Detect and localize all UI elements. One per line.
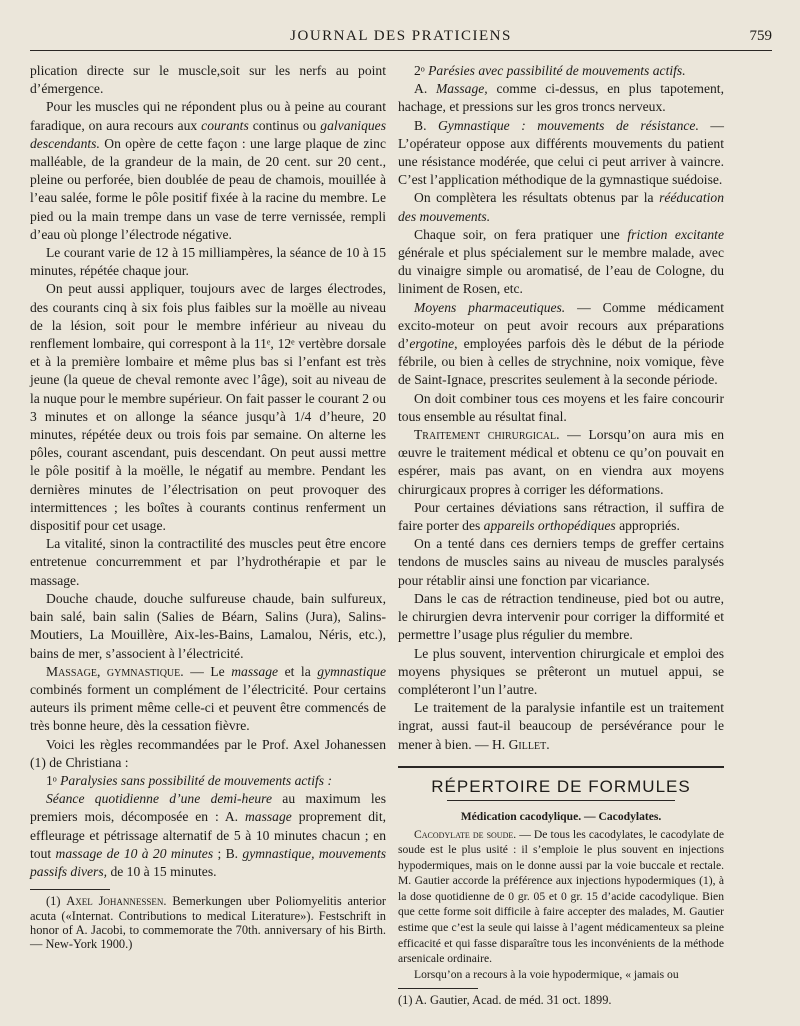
section-rule bbox=[398, 766, 724, 768]
section-underline bbox=[447, 800, 675, 801]
paragraph: Le traitement de la paralysie infantile est un traitement ingrat, aussi faut-il beaucoup de persévérance pour le mener à bien. — H. Gillet. bbox=[398, 700, 724, 752]
paragraph: Séance quotidienne d’une demi-heure au maximum les premiers mois, décomposée en : A. massage proprement dit, effleurage et pétrissage alternatif de 5 à 10 minutes chacun ; en tout massage de 10 à 20 minutes ; B. gymnastique, mouvements passifs divers, de 10 à 15 minutes. bbox=[30, 791, 387, 879]
paragraph: Pour les muscles qui ne répondent plus ou à peine au courant faradique, on aura recours aux courants continus ou galvaniques descendants. On opère de cette façon : une large plaque de zinc malléable, de la grandeur de la main, de 20 cent. sur 20 cent., pleine ou perforée, bien doublée de peau de chamois, mouillée à l’eau salée, forme le pôle positif fixée à la racine du membre. Le pied ou la main trempe dans un vase de terre vernissée, rempli d’eau où plonge l’électrode négative. bbox=[30, 99, 386, 242]
paragraph: plication directe sur le muscle,soit sur les nerfs au point d’émergence. bbox=[30, 63, 386, 97]
paragraph: Douche chaude, douche sulfureuse chaude, bain sulfureux, bain salé, bain salin (Salies de Béarn, Salins (Jura), Salins-Moutiers, La Mouillère, Aix-les-Bains, Lamalou, Néris, etc.), bains de mer, s’associent à l’électricité. bbox=[30, 590, 386, 661]
paragraph: On a tenté dans ces derniers temps de greffer certains tendons de muscles sains au niveau de muscles paralysés pour rétablir ainsi une fonction par vicariance. bbox=[398, 536, 724, 588]
paragraph: Traitement chirurgical. — Lorsqu’on aura mis en œuvre le traitement médical et obtenu ce qu’on pouvait en espérer, mais pas avant, on en viendra aux moyens chirurgicaux propres à corriger les déformations. bbox=[398, 427, 724, 497]
paragraph: Cacodylate de soude. — De tous les cacodylates, le cacodylate de soude est le plus usité : il s’emploie le plus souvent en injections hypodermiques, mais on le donne aussi par la voie buccale et rectale. M. Gautier accorde la préférence aux injections hypodermiques (1), à la dose quotidienne de 0 gr. 05 et 0 gr. 15 d’acide cacodylique. Bien que cette forme soit difficile à faire accepter des malades, M. Gautier estime que c’est la seule qui laisse à l’agent médicamenteux sa pleine efficacité et qui fasse disparaître tous les inconvénients de la méthode arsenicale ordinaire. bbox=[398, 827, 724, 966]
paragraph: Lorsqu’on a recours à la voie hypodermique, « jamais ou bbox=[414, 967, 679, 981]
paragraph: Chaque soir, on fera pratiquer une friction excitante générale et plus spécialement sur le membre malade, avec du vinaigre simple ou aromatisé, de l’eau de Cologne, du liniment de Rosen, etc. bbox=[398, 226, 724, 297]
paragraph: On peut aussi appliquer, toujours avec de larges électrodes, des courants cinq à six fois plus faibles sur la moëlle au niveau de la lésion, soit pour le membre inférieur au niveau du renflement lombaire, qui correspont à la 11ᵉ, 12ᵉ vertèbre dorsale et à la première lombaire et même plus bas si l’enfant est très jeune (la queue de cheval remonte avec l’âge), soit au niveau de la nuque pour le membre supérieur. On fait passer le courant 2 ou 3 minutes et on allonge la séance jusqu’à 1/4 d’heure, 20 minutes, répétée deux ou trois fois par semaine. On alterne les pôles, courant ascendant, puis descendant. On peut aussi mettre le pôle positif à la moëlle, le négatif au membre. Pendant les dernières minutes de l’électrisation on peut provoquer des intermittences ; les boîtes à courants continus renferment un dispositif pour cet usage. bbox=[30, 281, 386, 534]
paragraph: Moyens pharmaceutiques. — Comme médicament excito-moteur on peut avoir recours aux préparations d’ergotine, employées parfois dès le début de la période fébrile, ou bien à celles de strychnine, noix vomique, fève de Saint-Ignace, prescrites seulement à la seconde période. bbox=[398, 299, 725, 388]
paragraph: Pour certaines déviations sans rétraction, il suffira de faire porter des appareils orthopédiques appropriés. bbox=[398, 499, 724, 534]
footnote-rule bbox=[398, 988, 478, 989]
sub-heading: Médication cacodylique. — Cacodylates. bbox=[460, 809, 662, 823]
running-title: JOURNAL DES PRATICIENS bbox=[290, 28, 512, 44]
paragraph: Massage, gymnastique. — Le massage et la gymnastique combinés forment un complément de l’électricité. Pour certains auteurs ils priment même celle-ci et peuvent être commencés de très bonne heure, dès la cessation fièvre. bbox=[30, 663, 386, 734]
paragraph: La vitalité, sinon la contractilité des muscles peut être encore entretenue concurremment et par l’hydrothérapie et par le massage. bbox=[30, 536, 386, 588]
footnote: (1) A. Gautier, Acad. de méd. 31 oct. 1899. bbox=[398, 993, 612, 1008]
running-head bbox=[30, 28, 772, 51]
footnote: (1) Axel Johannessen. Bemerkungen uber Poliomyelitis anterior acuta («Internat. Contributions to medical Literature»). Festschrift in honor of A. Jacobi, to commemorate the 70th. anniversary of his Birth. — New-York 1900.) bbox=[30, 894, 387, 952]
page-number: 759 bbox=[749, 28, 772, 44]
paragraph: Dans le cas de rétraction tendineuse, pied bot ou autre, le chirurgien devra intervenir pour corriger la difformité et permettre l’usage plus régulier du membre. bbox=[398, 590, 724, 643]
paragraph: A. Massage, comme ci-dessus, en plus tapotement, hachage, et pressions sur les gros troncs nerveux. bbox=[398, 81, 724, 115]
paragraph: Le plus souvent, intervention chirurgicale et emploi des moyens physiques se prêteront un mutuel appui, se compléteront l’un l’autre. bbox=[398, 645, 724, 697]
paragraph: 2ᵒ Parésies avec passibilité de mouvements actifs. bbox=[414, 63, 686, 78]
right-column bbox=[398, 62, 724, 1008]
paragraph: Le courant varie de 12 à 15 milliampères, la séance de 10 à 15 minutes, répétée chaque jour. bbox=[30, 245, 386, 279]
paragraph: B. Gymnastique : mouvements de résistance. — L’opérateur oppose aux différents mouvements du patient une résistance modérée, que celui ci peut arriver à vaincre. C’est l’application méthodique de la gymnastique suédoise. bbox=[398, 117, 724, 188]
paragraph: On doit combiner tous ces moyens et les faire concourir tous ensemble au résultat final. bbox=[398, 390, 724, 424]
formulary-text bbox=[398, 809, 724, 983]
left-column bbox=[30, 62, 386, 952]
footnote-rule bbox=[30, 889, 110, 890]
section-title: RÉPERTOIRE DE FORMULES bbox=[431, 776, 691, 796]
paragraph: 1ᵒ Paralysies sans possibilité de mouvements actifs : bbox=[46, 772, 332, 788]
paragraph: On complètera les résultats obtenus par la rééducation des mouvements. bbox=[398, 190, 724, 224]
paragraph: Voici les règles recommandées par le Prof. Axel Johanessen (1) de Christiana : bbox=[30, 736, 386, 770]
